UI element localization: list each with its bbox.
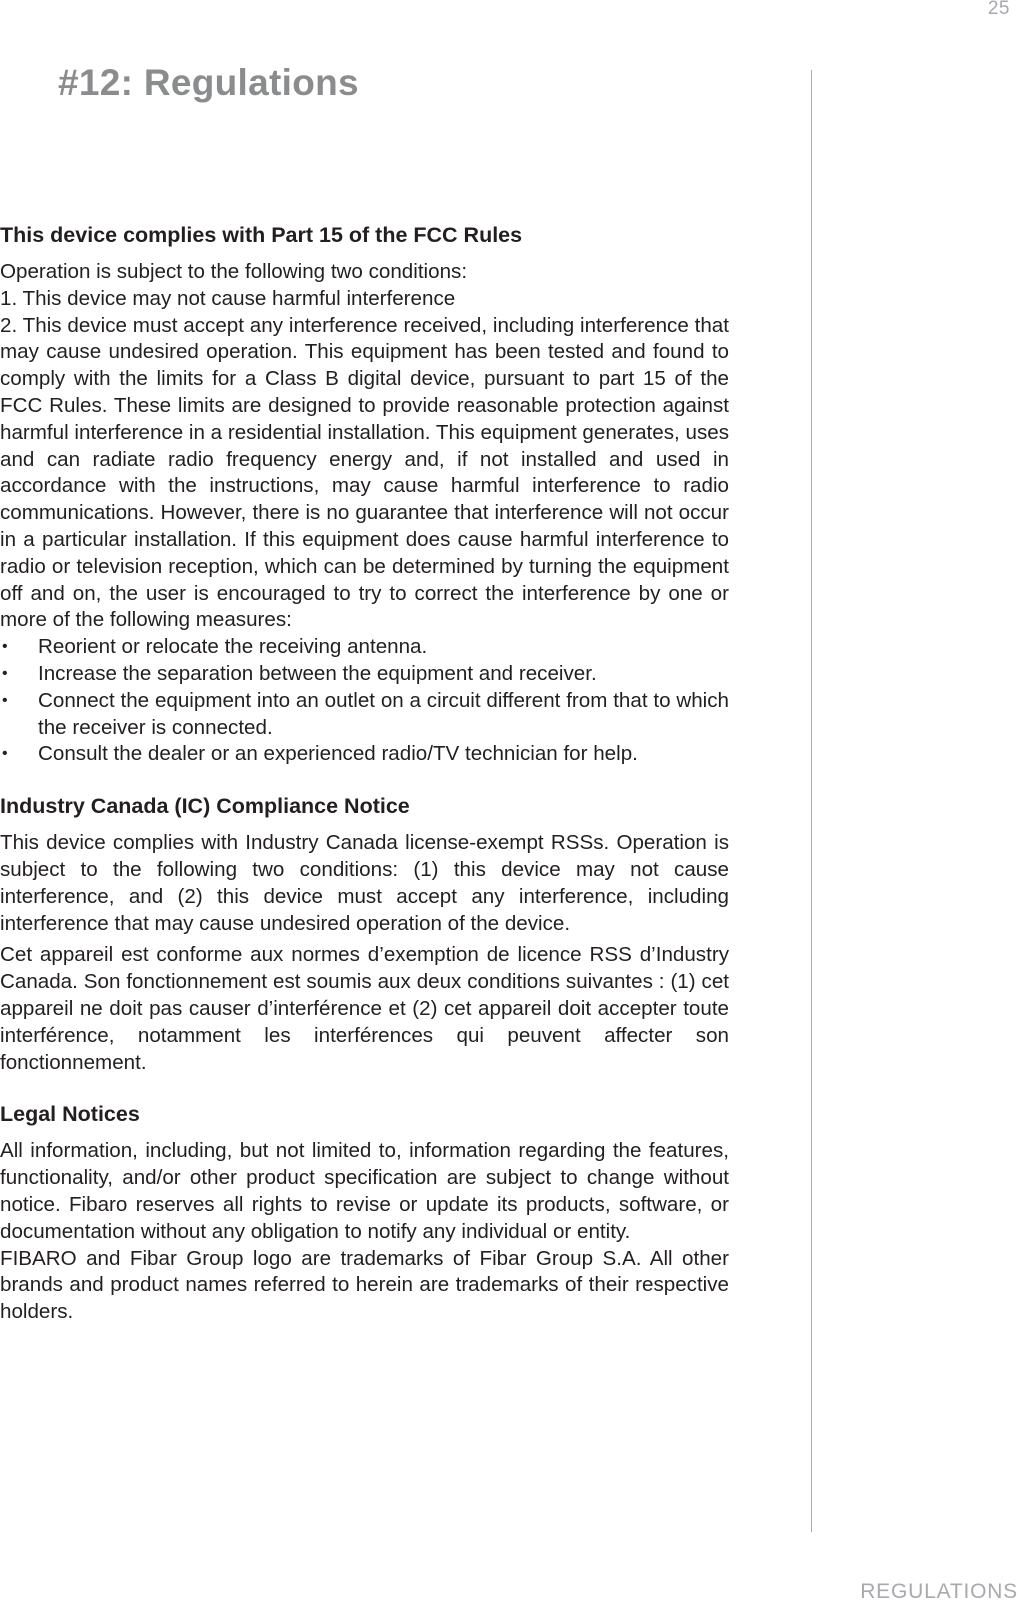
ic-french-notice: Cet appareil est conforme aux normes d’exemption de licence RSS d’Industry Canada. Son fonctionnement est soumis aux deux conditions suivantes : (1) cet appareil ne doit pas causer d’interférence et (2) cet appareil doit accepter toute interférence, notamment les interférences qui peuvent affecter son fonctionnement. xyxy=(0,943,729,1074)
list-item: • Reorient or relocate the receiving antenna. xyxy=(0,634,729,661)
fcc-condition-1: 1. This device may not cause harmful interference xyxy=(0,286,456,310)
legal-paragraph-1: All information, including, but not limited to, information regarding the features, functionality, and/or other product specification are subject to change without notice. Fibaro reserves all rights to revise or update its products, software, or documentation without any obligation to notify any individual or entity. xyxy=(0,1139,729,1243)
list-item: • Increase the separation between the equipment and receiver. xyxy=(0,661,729,688)
footer-section-label: REGULATIONS xyxy=(860,1580,1018,1603)
page-title: #12: Regulations xyxy=(58,62,359,103)
fcc-heading: This device complies with Part 15 of the FCC Rules xyxy=(0,223,523,247)
legal-paragraph-2: FIBARO and Fibar Group logo are trademarks of Fibar Group S.A. All other brands and product names referred to herein are trademarks of their respective holders. xyxy=(0,1246,729,1324)
list-item: • Consult the dealer or an experienced radio/TV technician for help. xyxy=(0,741,729,768)
ic-english-notice: This device complies with Industry Canada license-exempt RSSs. Operation is subject to the following two conditions: (1) this device may not cause interference, and (2) this device must accept any interference, including interference that may cause undesired operation of the device. xyxy=(0,831,729,935)
fcc-condition-2: 2. This device must accept any interference received, including interference that may cause undesired operation. This equipment has been tested and found to comply with the limits for a Class B digital device, pursuant to part 15 of the FCC Rules. These limits are designed to provide reasonable protection against harmful interference in a residential installation. This equipment generates, uses and can radiate radio frequency energy and, if not installed and used in accordance with the instructions, may cause harmful interference to radio communications. However, there is no guarantee that interference will not occur in a particular installation. If this equipment does cause harmful interference to radio or television reception, which can be determined by turning the equipment off and on, the user is encouraged to try to correct the interference by one or more of the following measures: xyxy=(0,313,729,632)
main-content xyxy=(0,222,729,1351)
list-item: • Connect the equipment into an outlet on a circuit different from that to which the receiver is connected. xyxy=(0,688,729,742)
column-divider xyxy=(811,70,812,1532)
legal-section xyxy=(0,1101,729,1326)
ic-section xyxy=(0,793,729,1076)
legal-heading: Legal Notices xyxy=(0,1102,140,1127)
ic-heading: Industry Canada (IC) Compliance Notice xyxy=(0,794,410,819)
page-number: 25 xyxy=(987,0,1010,19)
fcc-section xyxy=(0,222,729,768)
fcc-measures-list xyxy=(0,634,729,768)
fcc-intro: Operation is subject to the following two conditions: xyxy=(0,260,468,283)
